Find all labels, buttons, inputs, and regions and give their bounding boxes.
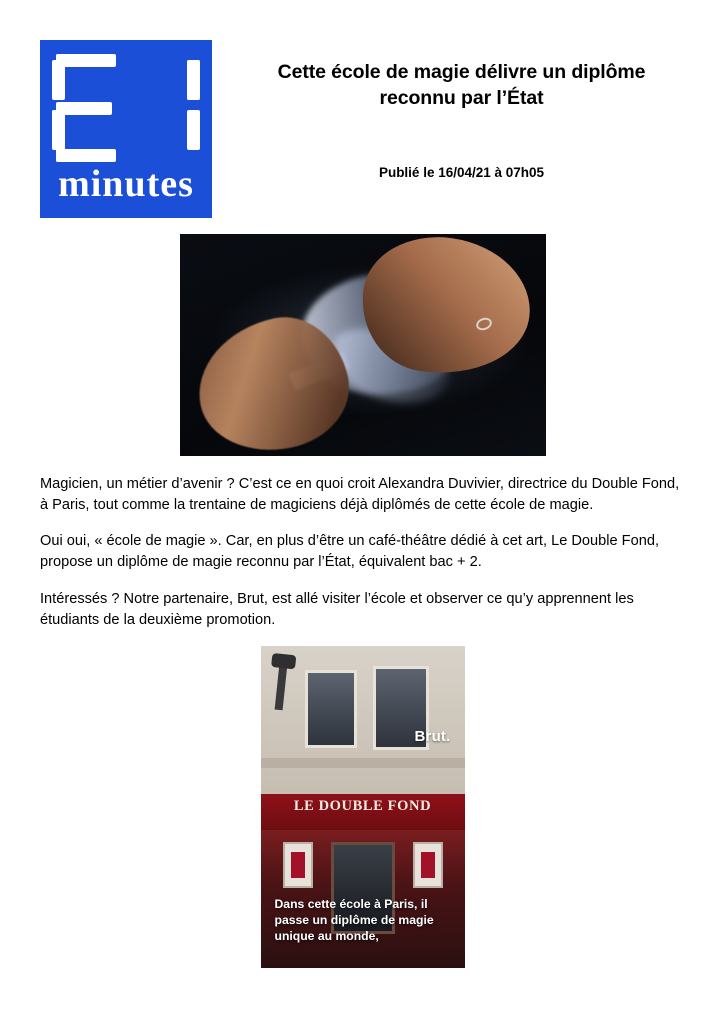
publication-date: Publié le 16/04/21 à 07h05 [378, 165, 545, 181]
video-window [305, 670, 357, 748]
hero-image [180, 234, 546, 456]
logo-wordmark: minutes [58, 163, 194, 205]
headline-block [212, 40, 685, 180]
video-caption: Dans cette école à Paris, il passe un diplôme de magie unique au monde, [274, 897, 434, 943]
article-body [0, 474, 725, 630]
logo-digits [52, 54, 200, 162]
video-building-facade [261, 646, 465, 798]
page-title: Cette école de magie délivre un diplôme reconnu par l’État [277, 61, 646, 109]
storefront-sign-text: LE DOUBLE FOND [293, 798, 432, 815]
video-embed[interactable] [261, 646, 465, 968]
hero-image-container [0, 234, 725, 456]
paragraph: Intéressés ? Notre partenaire, Brut, est allé visiter l’école et observer ce qu’y apprennent les étudiants de la deuxième promotion. [40, 590, 634, 628]
video-ledge [261, 758, 465, 768]
brut-watermark: Brut. [414, 728, 451, 746]
poster-left [283, 842, 313, 888]
page-header [0, 0, 725, 218]
logo-20-minutes [40, 40, 212, 218]
video-container[interactable] [0, 646, 725, 968]
paragraph: Magicien, un métier d’avenir ? C’est ce en quoi croit Alexandra Duvivier, directrice du Double Fond, à Paris, tout comme la trentaine de magiciens déjà diplômés de cette école de magie. [40, 476, 680, 513]
paragraph: Oui oui, « école de magie ». Car, en plus d’être un café-théâtre dédié à cet art, Le Double Fond, propose un diplôme de magie reconnu par l’État, équivalent bac + 2. [40, 533, 659, 571]
poster-right [413, 842, 443, 888]
